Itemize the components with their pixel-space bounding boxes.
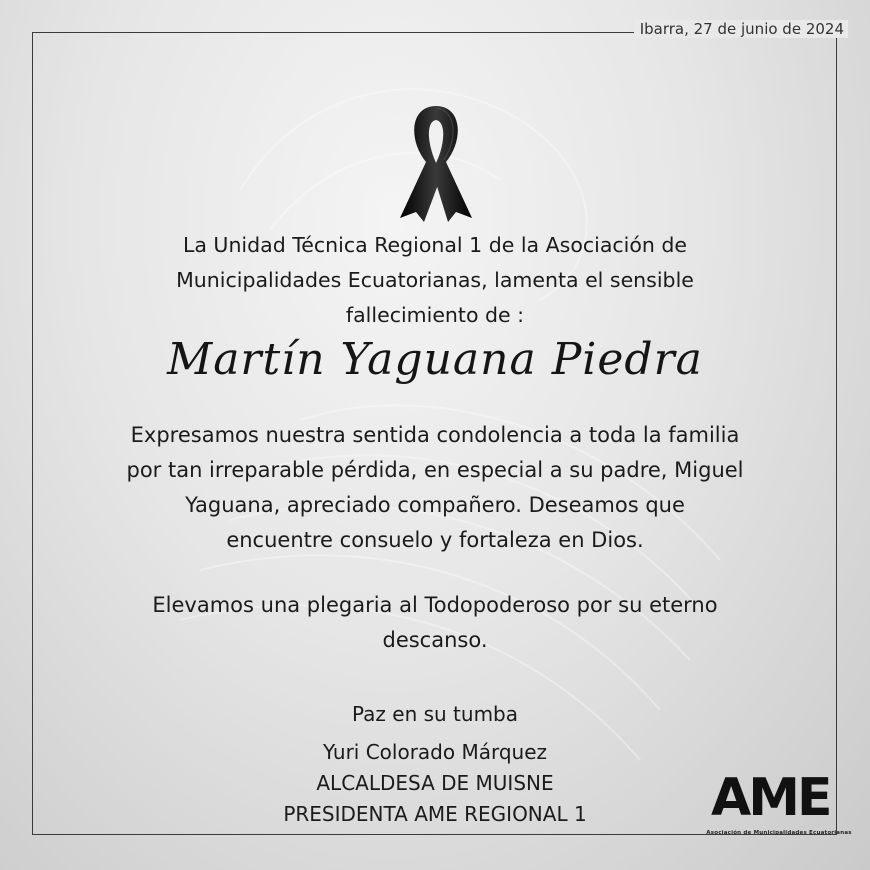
signer-title: PRESIDENTA AME REGIONAL 1 <box>283 802 587 826</box>
rip-line: Paz en su tumba <box>351 702 518 726</box>
condolence-paragraph <box>0 418 870 558</box>
signer-title: ALCALDESA DE MUISNE <box>316 771 554 795</box>
condolence-line: por tan irreparable pérdida, en especial a su padre, Miguel <box>126 458 744 482</box>
deceased-name: Martín Yaguana Piedra <box>167 334 703 385</box>
ame-logo-tagline: Asociación de Municipalidades Ecuatorianas <box>706 830 852 836</box>
prayer-line: descanso. <box>382 628 488 652</box>
ame-logo <box>705 768 853 846</box>
condolence-line: encuentre consuelo y fortaleza en Dios. <box>226 528 644 552</box>
condolence-line: Expresamos nuestra sentida condolencia a toda la familia <box>130 423 740 447</box>
intro-line: Municipalidades Ecuatorianas, lamenta el sensible <box>176 268 694 292</box>
mourning-ribbon-icon <box>398 100 474 225</box>
ame-logo-letters: AME <box>711 768 830 828</box>
intro-paragraph <box>0 228 870 333</box>
condolence-line: Yaguana, apreciado compañero. Deseamos que <box>185 493 685 517</box>
signer-name: Yuri Colorado Márquez <box>322 740 548 764</box>
prayer-line: Elevamos una plegaria al Todopoderoso por su eterno <box>152 593 718 617</box>
date-line: Ibarra, 27 de junio de 2024 <box>634 20 848 38</box>
intro-line: La Unidad Técnica Regional 1 de la Asociación de <box>182 233 688 257</box>
intro-line: fallecimiento de : <box>345 303 525 327</box>
prayer-paragraph <box>0 588 870 658</box>
